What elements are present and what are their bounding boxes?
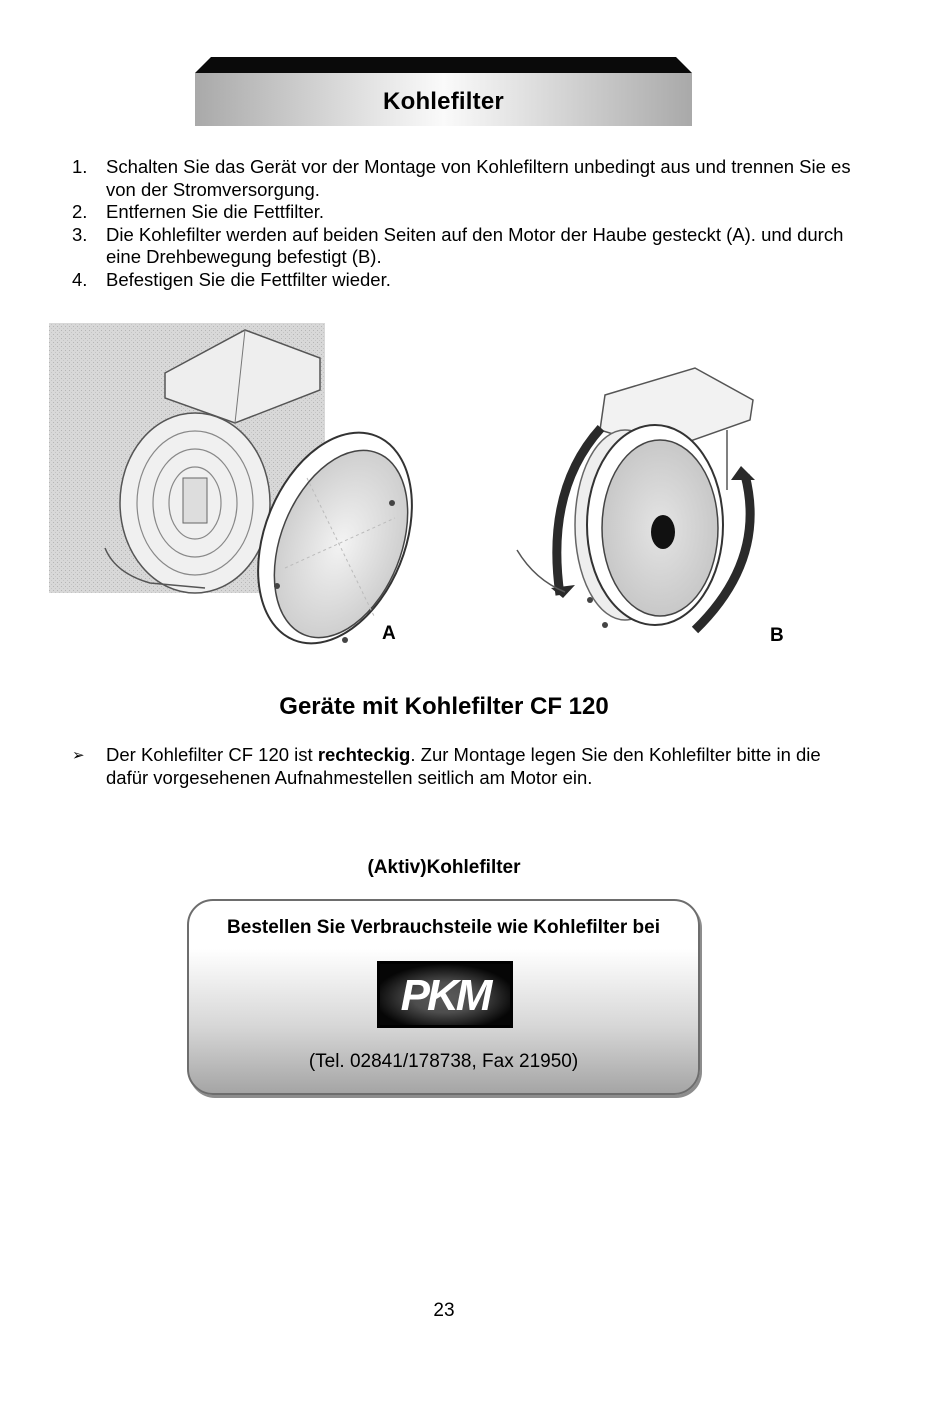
order-info-box xyxy=(187,899,700,1095)
order-heading: Bestellen Sie Verbrauchsteile wie Kohlefilter bei xyxy=(227,917,660,938)
figure-a xyxy=(45,318,415,658)
bullet-text-emphasis: rechteckig xyxy=(317,744,411,765)
title-banner xyxy=(195,57,692,126)
step-item xyxy=(72,156,862,201)
step-item xyxy=(72,201,862,224)
pkm-logo-text: PKM xyxy=(400,971,490,1020)
page-number: 23 xyxy=(433,1300,455,1321)
steps-list xyxy=(72,156,862,291)
figure-a-label: A xyxy=(382,623,396,644)
page-title: Kohlefilter xyxy=(383,87,504,115)
pkm-logo xyxy=(377,961,513,1028)
figure-b-illustration xyxy=(505,360,805,655)
step-number: 1. xyxy=(72,156,88,177)
order-subheading: (Aktiv)Kohlefilter xyxy=(367,857,521,878)
step-text: Schalten Sie das Gerät vor der Montage von Kohlefiltern unbedingt aus und trennen Sie es von der Stromversorgung. xyxy=(106,156,851,200)
step-number: 2. xyxy=(72,201,88,222)
step-text: Entfernen Sie die Fettfilter. xyxy=(106,201,325,222)
order-contact: (Tel. 02841/178738, Fax 21950) xyxy=(308,1051,579,1072)
step-number: 4. xyxy=(72,268,88,290)
step-number: 3. xyxy=(72,223,88,245)
figure-a-illustration xyxy=(45,318,415,658)
step-text: Befestigen Sie die Fettfilter wieder. xyxy=(106,268,391,290)
step-item xyxy=(72,269,862,292)
banner-body xyxy=(195,73,692,126)
step-item xyxy=(72,224,862,269)
figure-b-label: B xyxy=(770,625,784,646)
banner-cap xyxy=(195,57,692,73)
bullet-item xyxy=(72,744,862,789)
bullet-text-start: Der Kohlefilter CF 120 ist xyxy=(106,744,318,765)
bullet-text xyxy=(106,744,862,789)
step-text: Die Kohlefilter werden auf beiden Seiten auf den Motor der Haube gesteckt (A). und durch eine Drehbewegung befestigt (B). xyxy=(106,223,844,267)
arrow-bullet-icon: ➢ xyxy=(72,747,85,764)
figure-b xyxy=(505,360,805,655)
section-title: Geräte mit Kohlefilter CF 120 xyxy=(279,693,609,720)
bullet-text-end: . Zur Montage legen Sie den Kohlefilter bitte in die dafür vorgesehenen Aufnahmestellen seitlich am Motor ein. xyxy=(106,744,821,788)
